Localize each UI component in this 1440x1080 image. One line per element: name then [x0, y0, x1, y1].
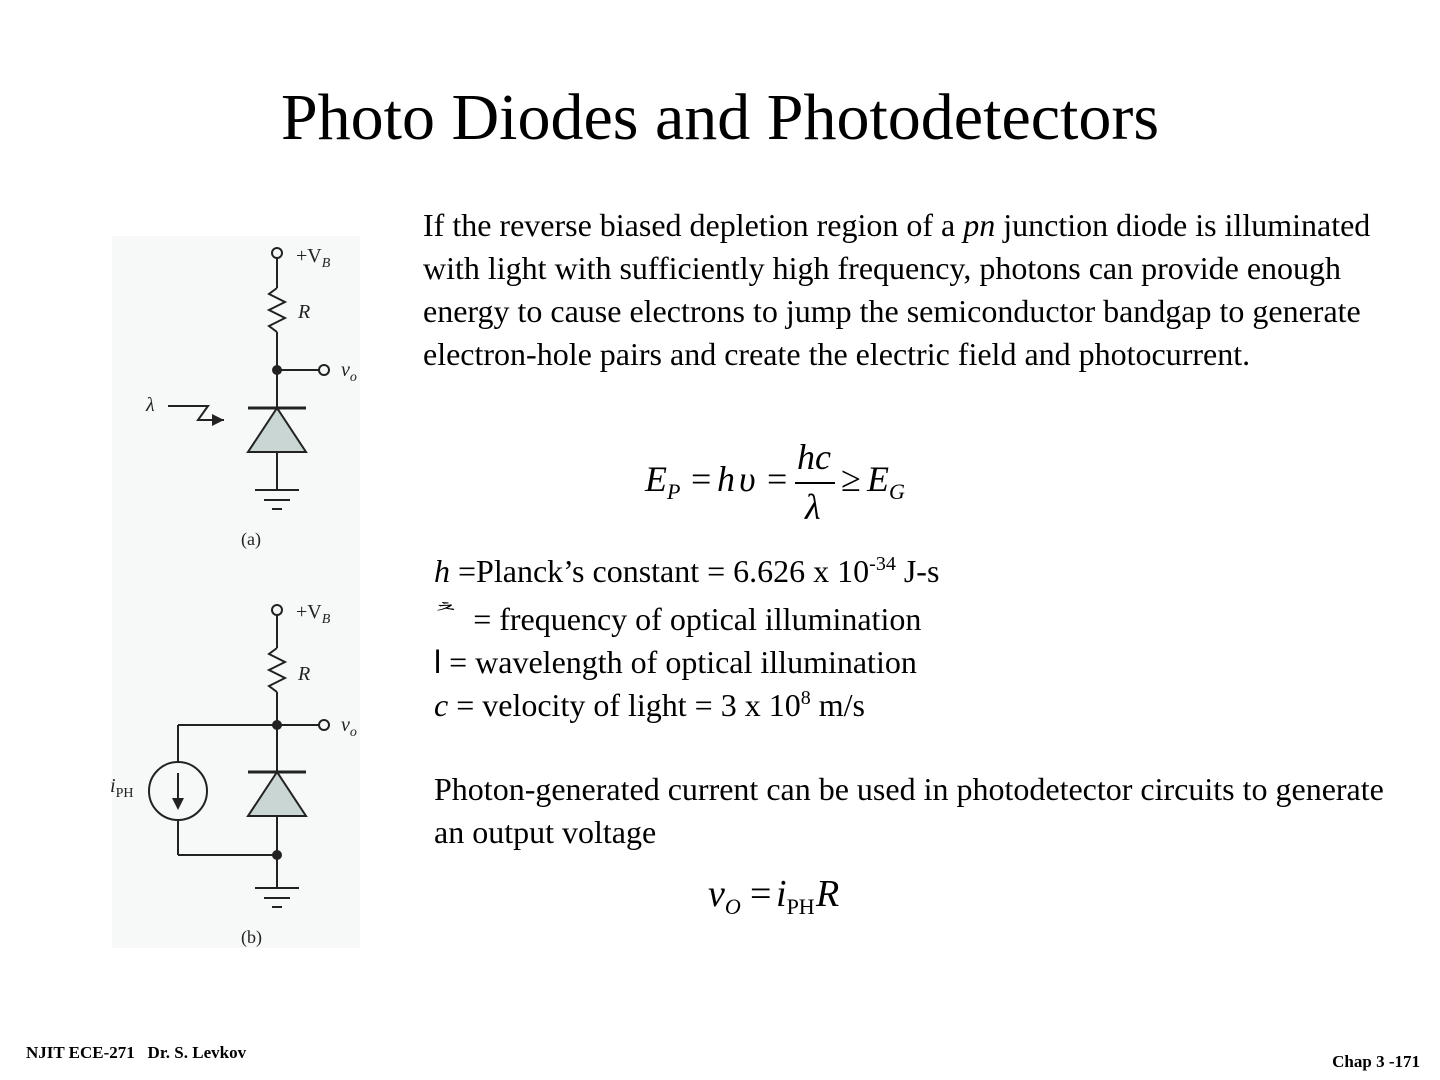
resistor-a: [269, 288, 285, 332]
eq2-equals: =: [750, 873, 772, 915]
eq1-nu: υ: [739, 459, 756, 499]
eq2-iph: $i_{PH}$: [776, 873, 815, 919]
definitions-list: [434, 550, 1384, 727]
eq1-fraction-bar: [795, 482, 835, 484]
vo-label-a: $v_o$: [341, 359, 357, 385]
circuit-diagrams: [112, 236, 360, 948]
definition-planck: h =Planck’s constant = 6.626 x $10^{-34}$ J-s: [434, 553, 940, 589]
caption-b: (b): [241, 927, 262, 947]
r-label-b: R: [298, 663, 311, 685]
eq1-eg: $E_G$: [867, 459, 905, 504]
resistor-b: [269, 648, 285, 692]
vo-label-b: $v_o$: [341, 714, 357, 740]
eq1-equals-2: =: [767, 459, 788, 499]
slide-title: Photo Diodes and Photodetectors: [280, 81, 1160, 154]
definition-light-velocity: c = velocity of light = 3 x $10^8$ m/s: [434, 687, 865, 723]
eq2-r: R: [816, 873, 840, 915]
eq2-vo: $v_O$: [708, 873, 741, 919]
eq1-h: h: [717, 459, 735, 499]
definition-frequency: $^ᄎ$ = frequency of optical illumination: [434, 600, 922, 637]
photodiode-circuit-figure: [112, 236, 360, 948]
eq1-geq: ≥: [841, 459, 861, 499]
vo-terminal-b: [319, 720, 329, 730]
vb-terminal-b: [272, 605, 282, 615]
intro-paragraph: If the reverse biased depletion region of a pn junction diode is illuminated with light with sufficiently high frequency, photons can provide enough energy to cause electrons to jump the semiconductor bandgap to generate electron-hole pairs and create the electric field and photocurrent.: [423, 207, 1371, 372]
vb-label-a: $+V_B$: [296, 245, 331, 271]
r-label-a: R: [298, 301, 311, 323]
eq1-numerator: hc: [797, 437, 831, 477]
caption-a: (a): [241, 529, 261, 549]
photocurrent-paragraph: Photon-generated current can be used in photodetector circuits to generate an output voltage: [434, 771, 1384, 850]
photodiode-b: [248, 772, 306, 816]
footer-course-info: NJIT ECE-271 Dr. S. Levkov: [26, 1043, 247, 1062]
vb-label-b: $+V_B$: [296, 601, 331, 627]
footer-slide-number: Chap 3 -171: [1332, 1052, 1420, 1071]
eq1-equals-1: =: [691, 459, 712, 499]
vb-terminal-a: [272, 248, 282, 258]
lambda-label: λ: [146, 394, 155, 416]
iph-label: $i_{PH}$: [110, 775, 134, 801]
vo-terminal-a: [319, 365, 329, 375]
photodiode-a: [248, 408, 306, 452]
eq1-denominator: λ: [805, 487, 821, 527]
eq1-ep: $E_P$: [645, 459, 681, 504]
definition-wavelength: l = wavelength of optical illumination: [434, 644, 917, 680]
